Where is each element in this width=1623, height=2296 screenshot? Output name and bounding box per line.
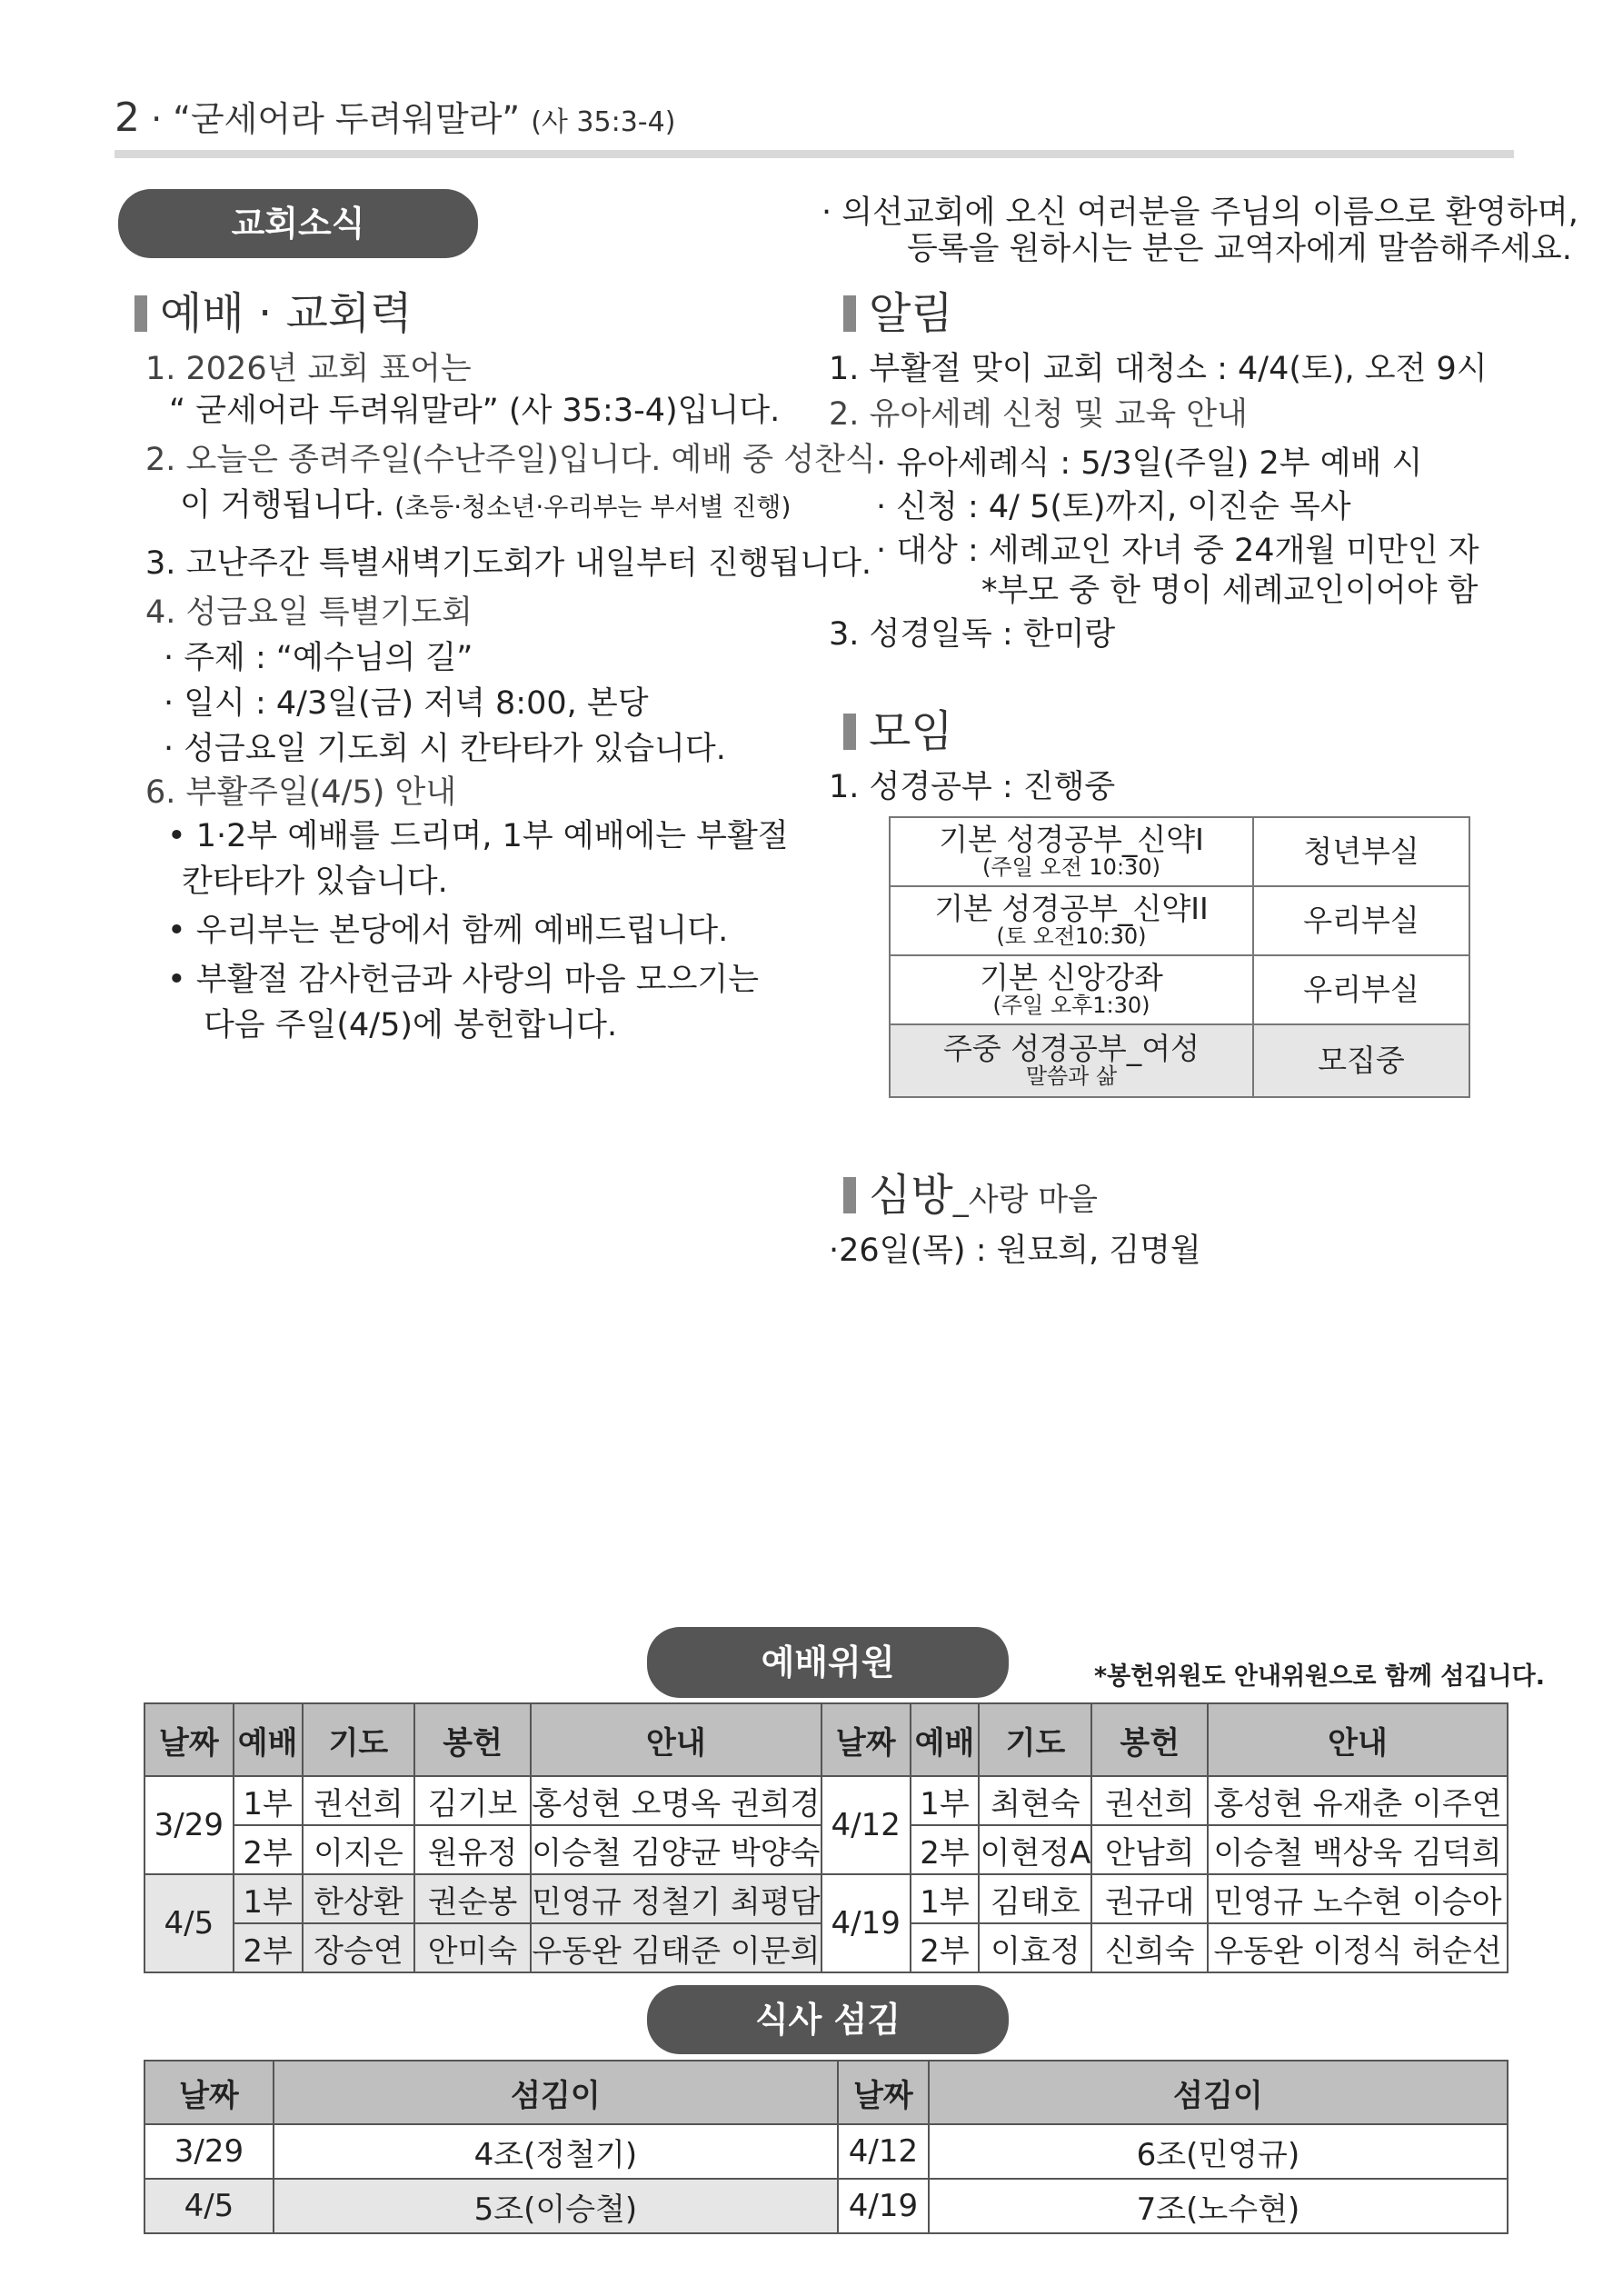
study-name: 기본 성경공부_신약II <box>934 891 1209 927</box>
duty-guide: 이승철 김양균 박양숙 <box>531 1825 821 1874</box>
worship-line <box>180 480 791 525</box>
worship-line: “ 굳세어라 두려워말라” (사 35:3-4)입니다. <box>169 393 781 429</box>
col-prayer: 기도 <box>979 1703 1091 1776</box>
meeting-section-title-text: 모임 <box>869 706 953 757</box>
meal-service-table <box>144 2060 1508 2234</box>
col-offering: 봉헌 <box>1091 1703 1208 1776</box>
visit-section-title-text: 심방 <box>869 1170 953 1221</box>
study-place: 우리부실 <box>1253 886 1469 955</box>
worship-line: • 1·2부 예배를 드리며, 1부 예배에는 부활절 <box>167 818 789 854</box>
duty-guide: 홍성현 유재춘 이주연 <box>1208 1776 1508 1825</box>
col-server: 섬김이 <box>929 2061 1508 2124</box>
worship-duty-table <box>144 1702 1508 1973</box>
duty-service: 1부 <box>911 1874 980 1923</box>
worship-line: 2. 오늘은 종려주일(수난주일)입니다. 예배 중 성찬식 <box>145 442 876 478</box>
study-place: 모집중 <box>1253 1024 1469 1097</box>
duty-date: 3/29 <box>144 1776 234 1874</box>
col-date: 날짜 <box>838 2061 929 2124</box>
notice-section-title <box>843 278 953 341</box>
col-server: 섬김이 <box>274 2061 838 2124</box>
duty-guide: 민영규 노수현 이승아 <box>1208 1874 1508 1923</box>
duty-prayer: 이현정A <box>979 1825 1091 1874</box>
table-row <box>144 1874 1508 1923</box>
welcome-line-2: 등록을 원하시는 분은 교역자에게 말씀해주세요. <box>907 231 1572 267</box>
meal-team: 6조(민영규) <box>929 2124 1508 2179</box>
table-row <box>890 955 1469 1024</box>
bible-study-table <box>889 816 1470 1098</box>
col-service: 예배 <box>911 1703 980 1776</box>
study-name: 주중 성경공부_여성 <box>942 1031 1200 1067</box>
duty-date: 4/5 <box>144 1874 234 1972</box>
worship-line: 3. 고난주간 특별새벽기도회가 내일부터 진행됩니다. <box>145 545 872 582</box>
study-time: (토 오전10:30) <box>996 923 1147 949</box>
study-place: 우리부실 <box>1253 955 1469 1024</box>
duty-prayer: 김태호 <box>979 1874 1091 1923</box>
duty-prayer: 이효정 <box>979 1923 1091 1972</box>
meal-team: 7조(노수현) <box>929 2179 1508 2233</box>
duty-service: 2부 <box>234 1825 303 1874</box>
section-marker <box>134 295 147 332</box>
section-marker <box>843 1177 856 1213</box>
page-number: 2 <box>115 95 140 141</box>
duty-prayer: 한상환 <box>303 1874 415 1923</box>
duty-offering: 안미숙 <box>414 1923 531 1972</box>
duty-offering: 권선희 <box>1091 1776 1208 1825</box>
notice-line: 2. 유아세례 신청 및 교육 안내 <box>829 396 1248 433</box>
duty-offering: 안남희 <box>1091 1825 1208 1874</box>
table-row <box>890 1024 1469 1097</box>
study-time: 말씀과 삶 <box>1025 1063 1118 1089</box>
col-prayer: 기도 <box>303 1703 415 1776</box>
duty-offering: 김기보 <box>414 1776 531 1825</box>
table-row <box>144 2179 1508 2233</box>
duty-offering: 원유정 <box>414 1825 531 1874</box>
study-place: 청년부실 <box>1253 817 1469 886</box>
meal-date: 4/12 <box>838 2124 929 2179</box>
duty-offering: 권규대 <box>1091 1874 1208 1923</box>
duty-prayer: 권선희 <box>303 1776 415 1825</box>
visit-section-subtitle: _사랑 마을 <box>952 1182 1098 1218</box>
welcome-line-1: · 의선교회에 오신 여러분을 주님의 이름으로 환영하며, <box>821 195 1578 231</box>
col-offering: 봉헌 <box>414 1703 531 1776</box>
meal-team: 5조(이승철) <box>274 2179 838 2233</box>
duty-service: 1부 <box>234 1776 303 1825</box>
worship-line-note: (초등·청소년·우리부는 부서별 진행) <box>394 492 792 522</box>
header-divider <box>115 150 1514 158</box>
duty-date: 4/12 <box>821 1776 911 1874</box>
col-guide: 안내 <box>531 1703 821 1776</box>
col-service: 예배 <box>234 1703 303 1776</box>
worship-line: 1. 2026년 교회 표어는 <box>145 351 472 387</box>
meal-date: 3/29 <box>144 2124 274 2179</box>
study-time: (주일 오후1:30) <box>992 992 1150 1018</box>
duty-date: 4/19 <box>821 1874 911 1972</box>
duty-service: 1부 <box>911 1776 980 1825</box>
meeting-section-title <box>843 696 953 759</box>
study-name: 기본 성경공부_신약I <box>939 822 1204 858</box>
duty-guide: 민영규 정철기 최평담 <box>531 1874 821 1923</box>
worship-section-title-text: 예배 · 교회력 <box>160 288 413 339</box>
worship-section-title <box>134 278 413 341</box>
meal-date: 4/5 <box>144 2179 274 2233</box>
visit-line: ·26일(목) : 원묘희, 김명월 <box>829 1233 1201 1269</box>
col-guide: 안내 <box>1208 1703 1508 1776</box>
worship-line: 6. 부활주일(4/5) 안내 <box>145 774 457 811</box>
duty-service: 2부 <box>911 1923 980 1972</box>
worship-line: • 부활절 감사헌금과 사랑의 마음 모으기는 <box>167 962 760 998</box>
worship-line: 칸타타가 있습니다. <box>182 863 448 900</box>
worship-line: · 일시 : 4/3일(금) 저녁 8:00, 본당 <box>164 685 649 722</box>
col-date: 날짜 <box>821 1703 911 1776</box>
duty-offering: 권순봉 <box>414 1874 531 1923</box>
church-news-label: 교회소식 <box>118 189 478 258</box>
study-name-cell <box>890 817 1253 886</box>
meal-date: 4/19 <box>838 2179 929 2233</box>
notice-line: · 대상 : 세례교인 자녀 중 24개월 미만인 자 <box>876 533 1479 569</box>
duty-prayer: 장승연 <box>303 1923 415 1972</box>
notice-line: · 유아세례식 : 5/3일(주일) 2부 예배 시 <box>876 445 1423 482</box>
worship-line: · 성금요일 기도회 시 칸타타가 있습니다. <box>164 731 726 767</box>
duty-guide: 우동완 김태준 이문희 <box>531 1923 821 1972</box>
duty-guide: 이승철 백상욱 김덕희 <box>1208 1825 1508 1874</box>
worship-duty-label: 예배위원 <box>647 1627 1009 1698</box>
duty-service: 2부 <box>234 1923 303 1972</box>
notice-line: *부모 중 한 명이 세례교인이어야 함 <box>981 573 1479 609</box>
section-marker <box>843 295 856 332</box>
duty-service: 1부 <box>234 1874 303 1923</box>
worship-line: · 주제 : “예수님의 길” <box>164 640 473 676</box>
meeting-line: 1. 성경공부 : 진행중 <box>829 769 1116 805</box>
worship-line: • 우리부는 본당에서 함께 예배드립니다. <box>167 913 729 949</box>
worship-line: 4. 성금요일 특별기도회 <box>145 594 473 631</box>
section-marker <box>843 714 856 750</box>
table-row <box>890 886 1469 955</box>
study-name-cell <box>890 886 1253 955</box>
header-reference: (사 35:3-4) <box>531 106 676 138</box>
notice-line: 1. 부활절 맞이 교회 대청소 : 4/4(토), 오전 9시 <box>829 351 1488 387</box>
notice-line: 3. 성경일독 : 한미랑 <box>829 616 1116 653</box>
page-header <box>115 91 675 141</box>
duty-offering: 신희숙 <box>1091 1923 1208 1972</box>
notice-line: · 신청 : 4/ 5(토)까지, 이진순 목사 <box>876 489 1351 525</box>
duty-prayer: 최현숙 <box>979 1776 1091 1825</box>
col-date: 날짜 <box>144 2061 274 2124</box>
study-name: 기본 신앙강좌 <box>980 960 1163 996</box>
worship-line: 다음 주일(4/5)에 봉헌합니다. <box>204 1007 618 1043</box>
worship-line-text: 이 거행됩니다. <box>180 487 385 524</box>
worship-duty-note: *봉헌위원도 안내위원으로 함께 섬깁니다. <box>1094 1662 1545 1691</box>
duty-prayer: 이지은 <box>303 1825 415 1874</box>
col-date: 날짜 <box>144 1703 234 1776</box>
notice-section-title-text: 알림 <box>869 288 953 339</box>
table-row <box>144 1776 1508 1825</box>
meal-service-label: 식사 섬김 <box>647 1985 1009 2054</box>
table-header-row <box>144 1703 1508 1776</box>
table-row <box>144 2124 1508 2179</box>
study-name-cell <box>890 955 1253 1024</box>
duty-guide: 홍성현 오명옥 권희경 <box>531 1776 821 1825</box>
visit-section-title <box>843 1160 1098 1223</box>
duty-service: 2부 <box>911 1825 980 1874</box>
study-name-cell <box>890 1024 1253 1097</box>
table-row <box>890 817 1469 886</box>
study-time: (주일 오전 10:30) <box>982 854 1160 880</box>
header-separator: · <box>151 99 163 139</box>
header-motto: “굳세어라 두려워말라” <box>173 99 521 139</box>
meal-team: 4조(정철기) <box>274 2124 838 2179</box>
duty-guide: 우동완 이정식 허순선 <box>1208 1923 1508 1972</box>
table-header-row <box>144 2061 1508 2124</box>
